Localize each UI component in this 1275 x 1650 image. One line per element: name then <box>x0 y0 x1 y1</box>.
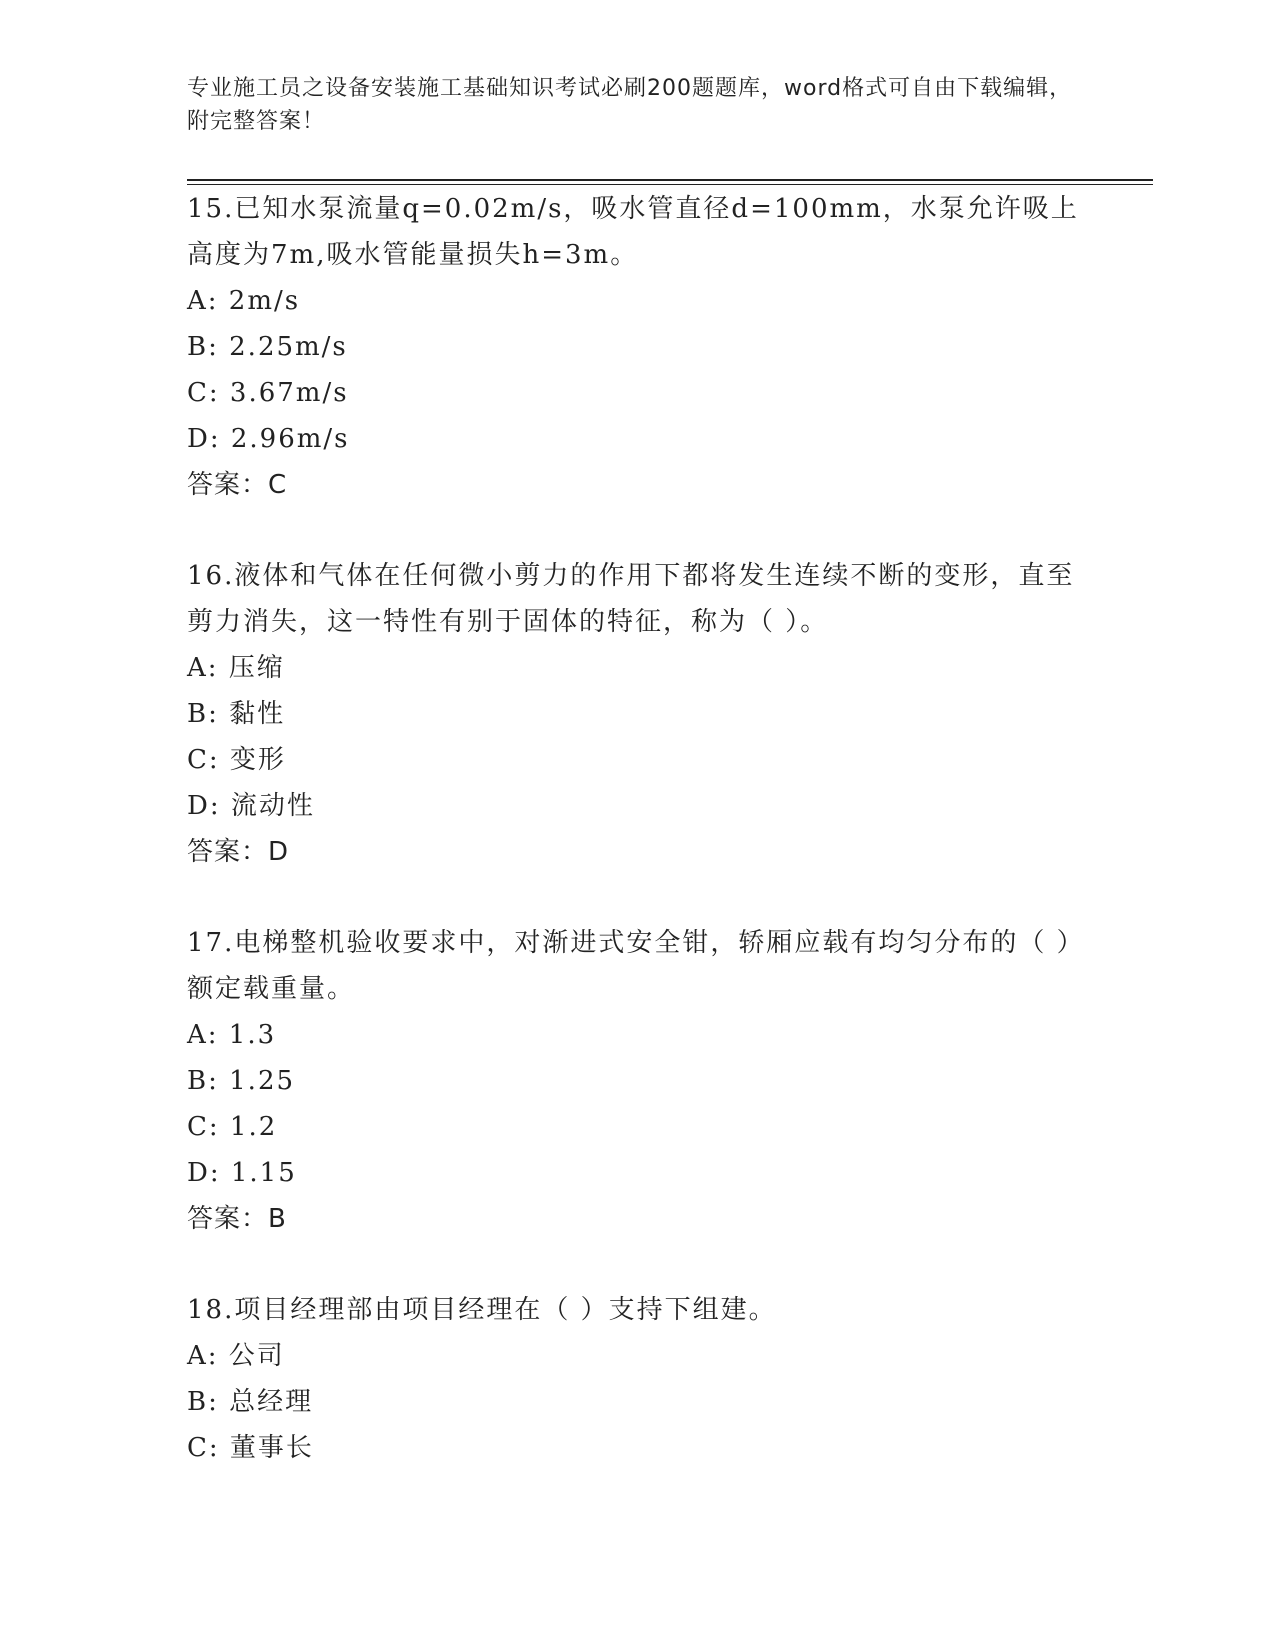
option-b: B: 1.25 <box>187 1066 296 1096</box>
question-stem: 16.液体和气体在任何微小剪力的作用下都将发生连续不断的变形，直至剪力消失，这一特性有别于固体的特征，称为（ ）。 <box>187 561 1075 637</box>
page-header: 专业施工员之设备安装施工基础知识考试必刷200题题库，word格式可自由下载编辑，附完整答案！ <box>187 76 1073 134</box>
question-16 <box>187 553 1087 875</box>
option-c: C: 3.67m/s <box>187 378 349 408</box>
option-c: C: 1.2 <box>187 1112 278 1142</box>
question-18 <box>187 1287 1087 1471</box>
option-d: D: 2.96m/s <box>187 424 350 454</box>
question-17 <box>187 920 1087 1242</box>
option-b: B: 黏性 <box>187 699 286 729</box>
option-d: D: 流动性 <box>187 791 315 821</box>
option-a: A: 1.3 <box>187 1020 277 1050</box>
option-a: A: 2m/s <box>187 286 301 316</box>
header-divider-bottom <box>187 184 1153 185</box>
question-15 <box>187 186 1087 508</box>
option-b: B: 2.25m/s <box>187 332 348 362</box>
answer-label: 答案：D <box>187 837 290 867</box>
option-a: A: 压缩 <box>187 653 285 683</box>
option-a: A: 公司 <box>187 1341 285 1371</box>
option-c: C: 董事长 <box>187 1433 314 1463</box>
option-d: D: 1.15 <box>187 1158 297 1188</box>
option-c: C: 变形 <box>187 745 286 775</box>
question-stem: 18.项目经理部由项目经理在（ ）支持下组建。 <box>187 1295 777 1325</box>
question-stem: 17.电梯整机验收要求中，对渐进式安全钳，轿厢应载有均匀分布的（ ）额定载重量。 <box>187 928 1085 1004</box>
answer-label: 答案：C <box>187 470 288 500</box>
option-b: B: 总经理 <box>187 1387 314 1417</box>
answer-label: 答案：B <box>187 1204 287 1234</box>
header-divider-top <box>187 179 1153 181</box>
question-stem: 15.已知水泵流量q=0.02m/s，吸水管直径d=100mm，水泵允许吸上高度为7m,吸水管能量损失h=3m。 <box>187 194 1079 270</box>
